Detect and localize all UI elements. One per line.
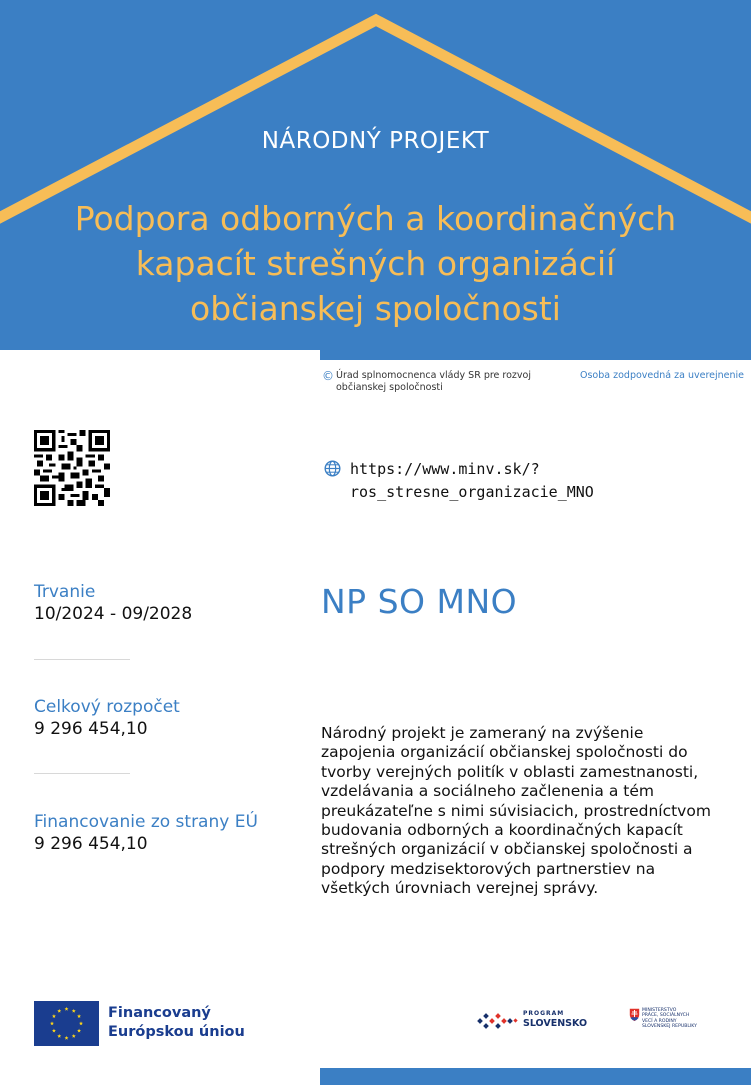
fact-value: 9 296 454,10 [34,834,148,854]
slovak-coat-of-arms-icon [629,1008,640,1022]
ministry-line: SLOVENSKEJ REPUBLIKY [642,1024,697,1030]
fact-value: 9 296 454,10 [34,719,148,739]
credit-role: Osoba zodpovedná za uverejnenie [580,370,745,381]
project-kicker: NÁRODNÝ PROJEKT [261,128,490,154]
fact-total-budget [34,697,294,739]
qr-code[interactable] [34,430,110,506]
title-line: Podpora odborných a koordinačných [74,199,677,238]
fact-label: Financovanie zo strany EÚ [34,812,258,832]
project-title [60,196,691,331]
project-description: Národný projekt je zameraný na zvýšenie zapojenia organizácií občianskej spoločnosti do tvorby verejných politík v oblasti zamestnanosti, vzdelávania a sociálneho začlenenia a tém preukázateľne s nimi súvisiacich, prostredníctvom budovania odborných a koordinačných kapacít strešných organizácií v občianskej spoločnosti a podpory medzisektorových partnerstiev na všetkých úrovniach verejnej správy. [321,724,711,898]
fact-value: 10/2024 - 09/2028 [34,604,193,624]
program-slovensko-text [523,1010,587,1030]
eu-funding-logo-text [108,1004,245,1042]
header-banner [0,0,751,350]
fact-label: Celkový rozpočet [34,697,180,717]
eu-line: Financovaný [108,1005,211,1021]
program-line: PROGRAM [523,1010,565,1017]
fact-label: Trvanie [34,582,96,602]
ministry-logo-text [642,1008,704,1030]
fact-duration [34,582,294,624]
url-line: ros_stresne_organizacie_MNO [350,483,594,501]
eu-line: Európskou úniou [108,1024,245,1040]
credit-text: Úrad splnomocnenca vlády SR pre rozvoj občianskej spoločnosti [336,370,531,393]
globe-icon [324,460,341,477]
ministry-line: VECÍ A RODINY [642,1018,677,1024]
divider [34,659,130,660]
fact-eu-funding [34,812,294,854]
url-line: https://www.minv.sk/? [350,460,540,478]
footer-bar [320,1068,751,1085]
eu-flag-icon [34,1001,99,1046]
ministry-line: MINISTERSTVO [642,1008,677,1013]
header-extension [320,350,751,360]
title-line: kapacít strešných organizácií [135,244,616,283]
ministry-line: PRÁCE, SOCIÁLNYCH [642,1013,690,1019]
copyright-icon: © [322,369,334,383]
title-line: občianskej spoločnosti [190,289,561,328]
program-line: SLOVENSKO [523,1018,588,1029]
project-code: NP SO MNO [321,582,518,621]
photo-credit [322,370,747,394]
website-url[interactable] [350,458,740,504]
divider [34,773,130,774]
